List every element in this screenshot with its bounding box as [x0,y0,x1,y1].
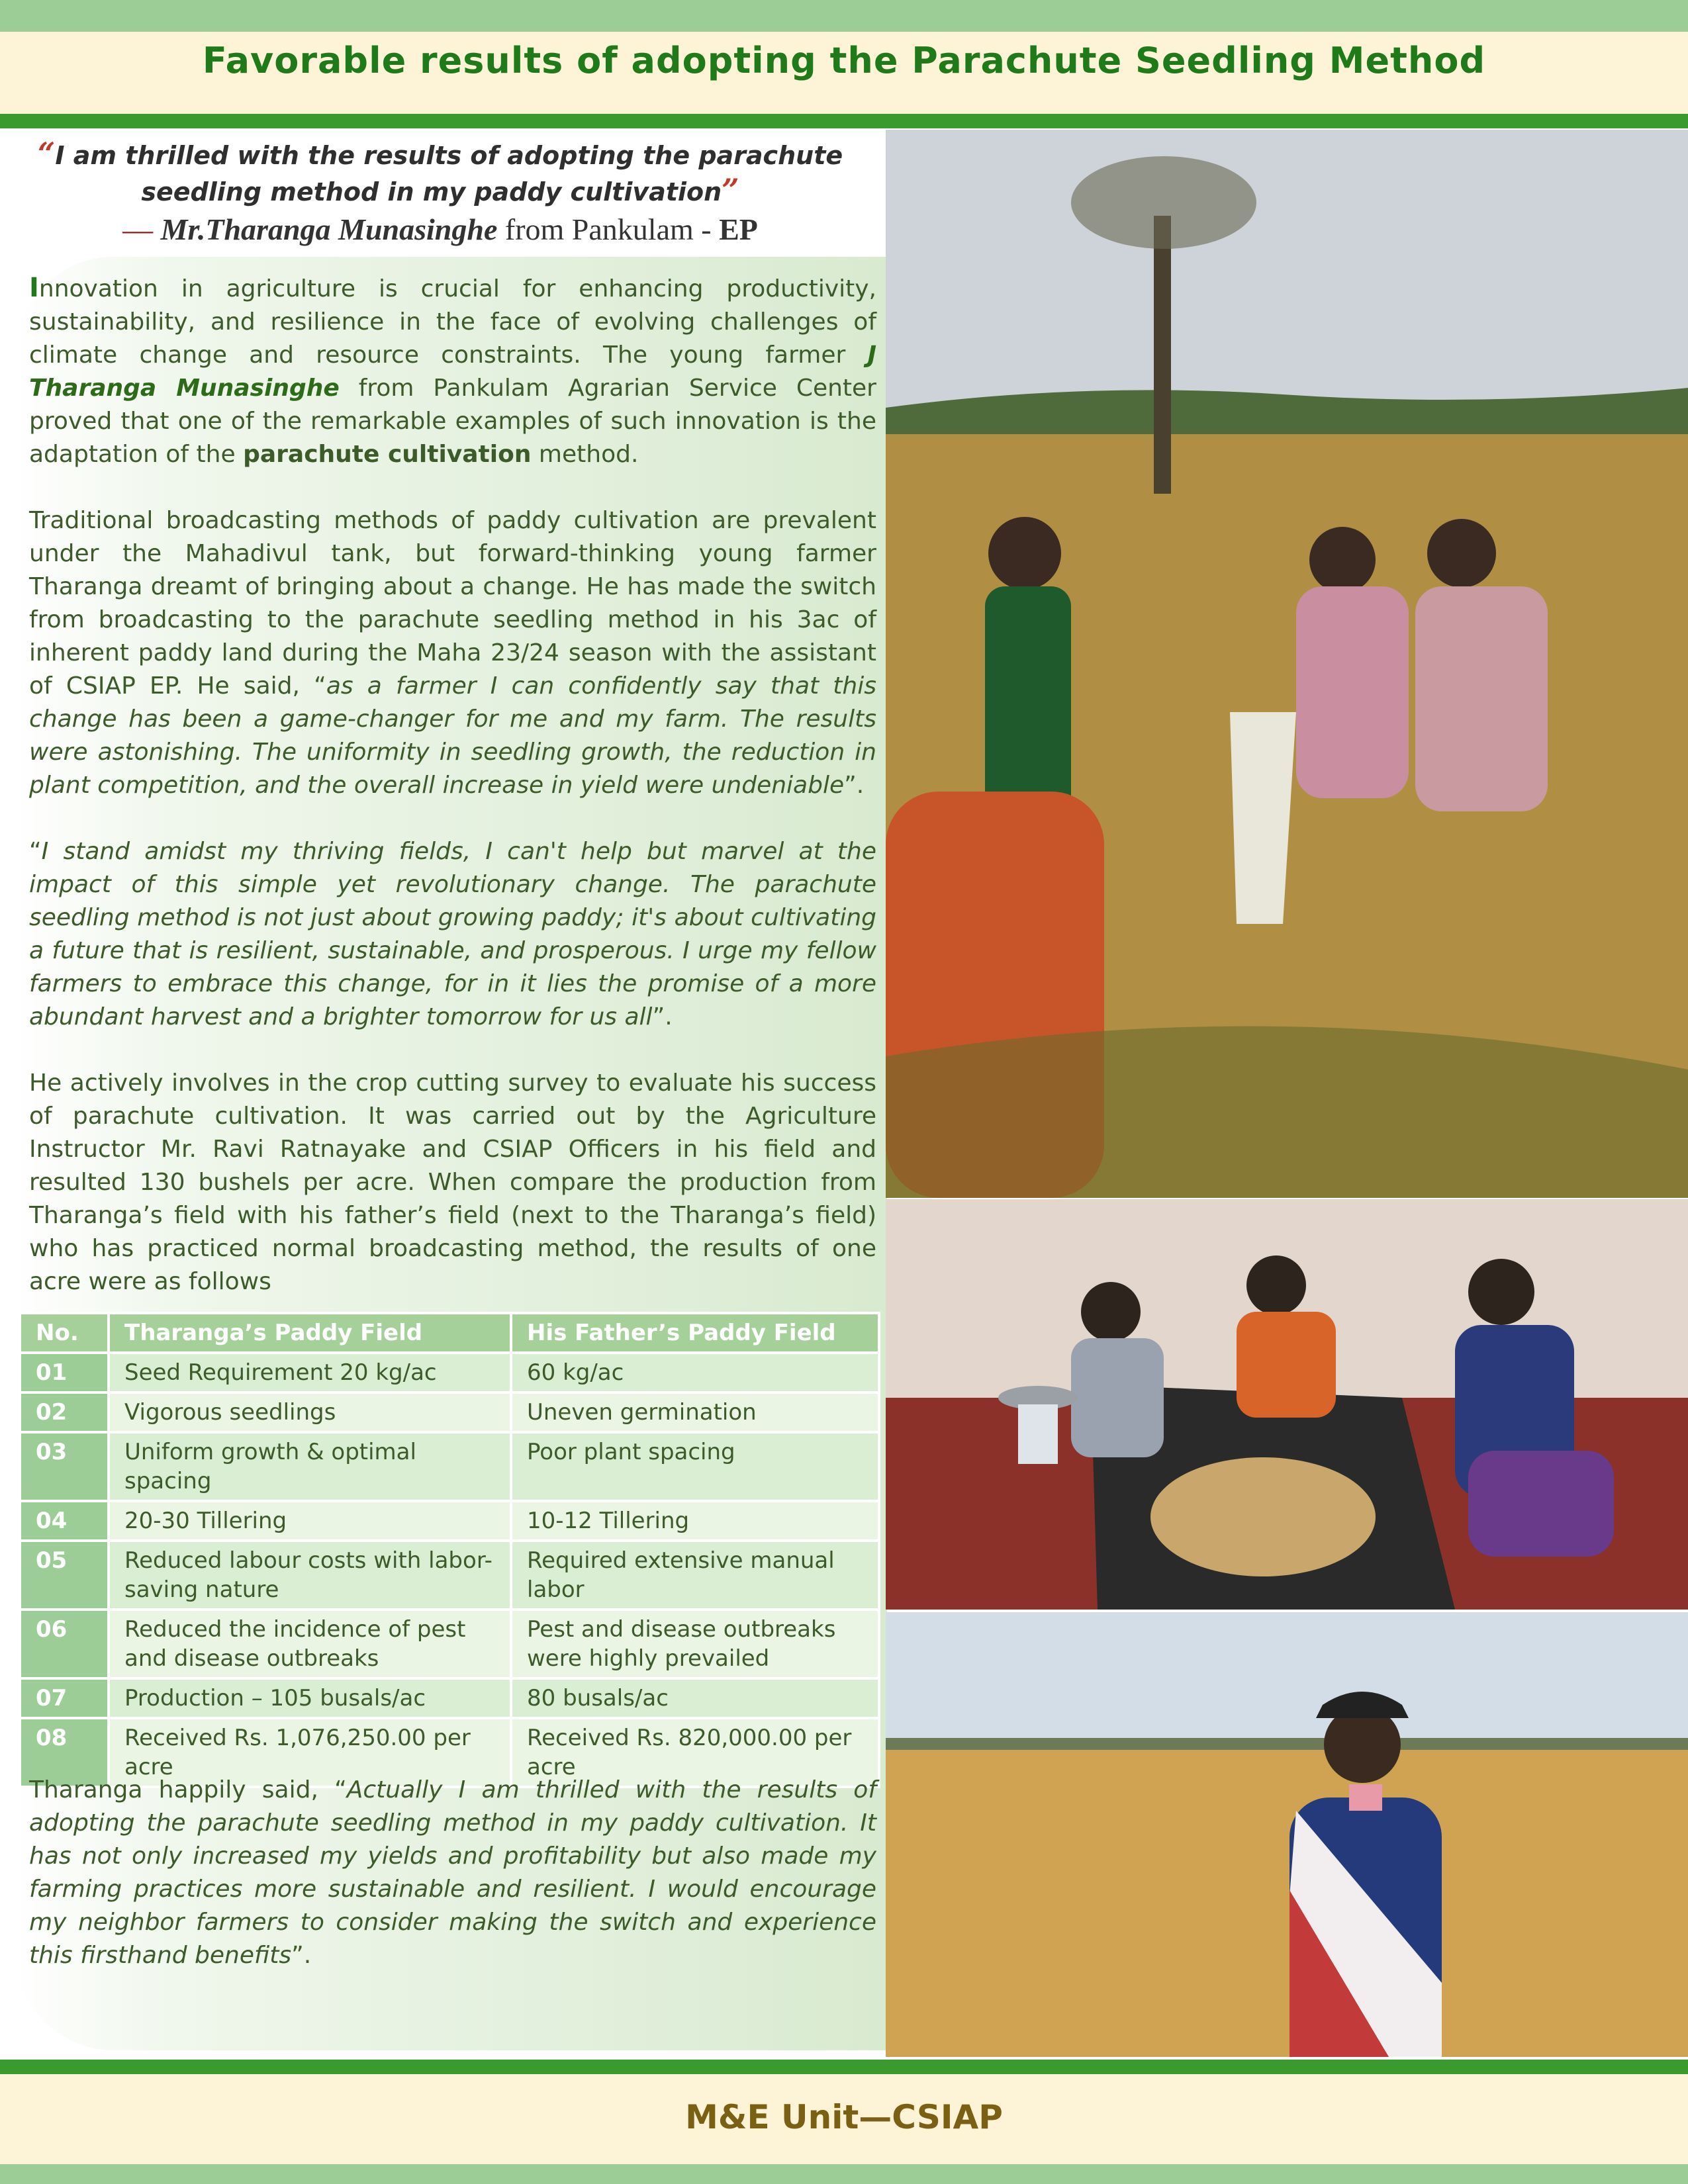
method-name: parachute cultivation [243,441,532,468]
paragraph-3 [29,835,876,1034]
attribution-from: from Pankulam - [497,212,720,246]
tharanga-cell: Uniform growth & optimal spacing [109,1432,511,1501]
father-cell: 10-12 Tillering [511,1501,879,1541]
tharanga-cell: Reduced labour costs with labor-saving nature [109,1541,511,1610]
table-row [20,1541,879,1610]
table-header-row [20,1313,879,1353]
paragraph-1 [29,271,876,471]
father-cell: Pest and disease outbreaks were highly prevailed [511,1610,879,1678]
page-title: Favorable results of adopting the Parachute Seedling Method [202,40,1486,81]
row-number: 05 [20,1541,109,1610]
p3-close: ”. [652,1003,673,1030]
header-no: No. [20,1313,109,1353]
title-rule [0,114,1688,128]
farmer-portrait-illustration [886,1612,1688,2057]
p2-text-b: ”. [844,772,865,799]
paragraph-2 [29,504,876,802]
farmer-portrait-photo [886,1612,1688,2057]
father-cell: Received Rs. 820,000.00 per acre [511,1718,879,1787]
row-number: 06 [20,1610,109,1678]
pull-quote [26,136,854,247]
pull-quote-text [26,136,854,209]
initial-letter: I [29,273,39,303]
father-cell: 60 kg/ac [511,1353,879,1392]
quote-attribution [26,212,854,247]
seed-preparation-illustration [886,1199,1688,1610]
field-harvest-illustration [886,130,1688,1198]
closing-text-b: ”. [291,1942,312,1969]
header-tharanga: Tharanga’s Paddy Field [109,1313,511,1353]
row-number: 04 [20,1501,109,1541]
tharanga-cell: Vigorous seedlings [109,1392,511,1432]
field-harvest-photo [886,130,1688,1198]
father-cell: Required extensive manual labor [511,1541,879,1610]
tharanga-cell: Reduced the incidence of pest and disease outbreaks [109,1610,511,1678]
footer-text: M&E Unit—CSIAP [685,2098,1003,2136]
father-cell: Uneven germination [511,1392,879,1432]
tharanga-cell: Seed Requirement 20 kg/ac [109,1353,511,1392]
farmer-name: J Tharanga Munasinghe [29,341,876,402]
paragraph-4: He actively involves in the crop cutting survey to evaluate his success of parachute cultivation. It was carried out by the Agriculture Instructor Mr. Ravi Ratnayake and CSIAP Officers in his field and resulted 130 bushels per acre. When compare the production from Tharanga’s field with his father’s field (next to the Tharanga’s field) who has practiced normal broadcasting method, the results of one acre were as follows [29,1069,876,1295]
p3-quote: I stand amidst my thriving fields, I can't help but marvel at the impact of this simple yet revolutionary change. The parachute seedling method is not just about growing paddy; it's about cultivating a future that is resilient, sustainable, and prosperous. I urge my fellow farmers to embrace this change, for in it lies the promise of a more abundant harvest and a brighter tomorrow for us all [29,838,876,1030]
p1-text-c: method. [531,441,639,468]
father-cell: Poor plant spacing [511,1432,879,1501]
tharanga-cell: 20-30 Tillering [109,1501,511,1541]
p2-quote: as a farmer I can confidently say that this change has been a game-changer for me and my farm. The results were astonishing. The uniformity in seedling growth, the reduction in plant competition, and the overall increase in yield were undeniable [29,672,876,799]
table-row [20,1501,879,1541]
comparison-table [19,1312,880,1788]
header-father: His Father’s Paddy Field [511,1313,879,1353]
bottom-band [0,2164,1688,2184]
row-number: 07 [20,1678,109,1718]
tharanga-cell: Production – 105 busals/ac [109,1678,511,1718]
p3-open: “ [29,838,42,865]
row-number: 03 [20,1432,109,1501]
attribution-person: Mr.Tharanga Munasinghe [160,212,498,246]
top-band [0,0,1688,32]
table-row [20,1392,879,1432]
father-cell: 80 busals/ac [511,1678,879,1718]
row-number: 01 [20,1353,109,1392]
open-quote-mark: “ [37,136,56,171]
closing-quote: Actually I am thrilled with the results of adopting the parachute seedling method in my paddy cultivation. It has not only increased my yields and profitability but also made my farming practices more sustainable and resilient. I would encourage my neighbor farmers to consider making the switch and experience this firsthand benefits [29,1776,876,1969]
table-row [20,1353,879,1392]
table-row [20,1610,879,1678]
row-number: 02 [20,1392,109,1432]
row-number: 08 [20,1718,109,1787]
quote-body: I am thrilled with the results of adopting the parachute seedling method in my paddy cultivation [55,141,843,206]
p1-text-b: from Pankulam Agrarian Service Center proved that one of the remarkable examples of such innovation is the adaptation of the [29,375,876,468]
closing-paragraph [29,1774,876,1972]
p2-text-a: Traditional broadcasting methods of paddy cultivation are prevalent under the Mahadivul tank, but forward-thinking young farmer Tharanga dreamt of bringing about a change. He has made the switch from broadcasting to the parachute seedling method in his 3ac of inherent paddy land during the Maha 23/24 season with the assistant of CSIAP EP. He said, “ [29,507,876,700]
attribution-province: EP [719,212,758,246]
footer-rule [0,2060,1688,2074]
tharanga-cell: Received Rs. 1,076,250.00 per acre [109,1718,511,1787]
seed-preparation-photo [886,1199,1688,1610]
table-row [20,1678,879,1718]
table-row [20,1432,879,1501]
closing-text-a: Tharanga happily said, “ [29,1776,347,1803]
article-body [29,271,876,1332]
p1-text-a: nnovation in agriculture is crucial for enhancing productivity, sustainability, and resilience in the face of evolving challenges of climate change and resource constraints. The young farmer [29,275,876,369]
attribution-dash: — [122,212,154,246]
close-quote-mark: ” [722,172,739,208]
